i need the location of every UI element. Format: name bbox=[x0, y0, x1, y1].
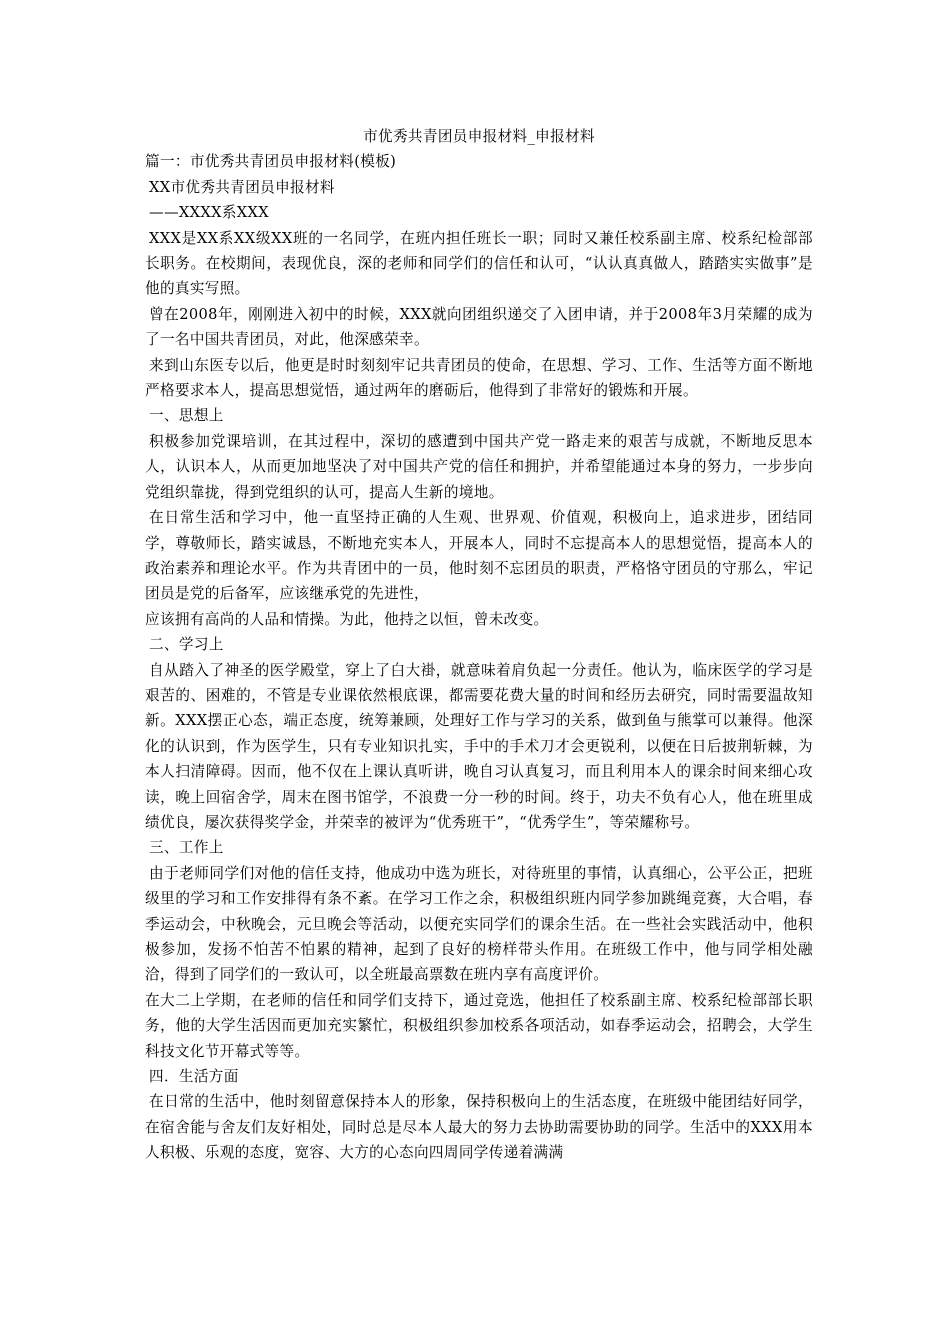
section-study-paragraph-1: 自从踏入了神圣的医学殿堂，穿上了白大褂，就意味着肩负起一分责任。他认为，临床医学的学习是艰苦的、困难的，不管是专业课依然根底课，都需要花费大量的时间和经历去研究，同时需要温故知新。XXX摆正心态，端正态度，统筹兼顾，处理好工作与学习的关系，做到鱼与熊掌可以兼得。他深化的认识到，作为医学生，只有专业知识扎实，手中的手术刀才会更锐利，以便在日后披荆斩棘，为本人扫清障碍。因而，他不仅在上课认真听讲，晚自习认真复习，而且利用本人的课余时间来细心攻读，晚上回宿舍学，周末在图书馆学，不浪费一分一秒的时间。终于，功夫不负有心人，他在班里成绩优良，屡次获得奖学金，并荣幸的被评为“优秀班干”，“优秀学生”，等荣耀称号。 bbox=[145, 661, 813, 831]
section-work-paragraph-2: 在大二上学期，在老师的信任和同学们支持下，通过竞选，他担任了校系副主席、校系纪检部部长职务，他的大学生活因而更加充实繁忙，积极组织参加校系各项活动，如春季运动会，招聘会，大学生科技文化节开幕式等等。 bbox=[145, 991, 813, 1060]
section-heading-thought: 一、思想上 bbox=[149, 407, 224, 425]
section-thought-paragraph-1: 积极参加党课培训，在其过程中，深切的感遭到中国共产党一路走来的艰苦与成就，不断地反思本人，认识本人，从而更加地坚决了对中国共产党的信任和拥护，并希望能通过本身的努力，一步步向党组织靠拢，得到党组织的认可，提高人生新的境地。 bbox=[145, 432, 813, 501]
section-thought-paragraph-2: 在日常生活和学习中，他一直坚持正确的人生观、世界观、价值观，积极向上，追求进步，团结同学，尊敬师长，踏实诚恳，不断地充实本人，开展本人，同时不忘提高本人的思想觉悟，提高本人的政治素养和理论水平。作为共青团中的一员，他时刻不忘团员的职责，严格恪守团员的守那么，牢记团员是党的后备军，应该继承党的先进性， bbox=[145, 509, 813, 603]
section-life-paragraph-1: 在日常的生活中，他时刻留意保持本人的形象，保持积极向上的生活态度，在班级中能团结好同学，在宿舍能与舍友们友好相处，同时总是尽本人最大的努力去协助需要协助的同学。生活中的XXX用本人积极、乐观的态度，宽容、大方的心态向四周同学传递着满满 bbox=[145, 1093, 813, 1162]
document-heading: XX市优秀共青团员申报材料 bbox=[149, 178, 335, 196]
section-heading-work: 三、工作上 bbox=[149, 839, 224, 857]
intro-paragraph-3: 来到山东医专以后，他更是时时刻刻牢记共青团员的使命，在思想、学习、工作、生活等方面不断地严格要求本人，提高思想觉悟，通过两年的磨砺后，他得到了非常好的锻炼和开展。 bbox=[145, 356, 813, 400]
intro-paragraph-2: 曾在2008年，刚刚进入初中的时候，XXX就向团组织递交了入团申请，并于2008年3月荣耀的成为了一名中国共青团员，对此，他深感荣幸。 bbox=[145, 305, 813, 349]
section-thought-paragraph-3: 应该拥有高尚的人品和情操。为此，他持之以恒，曾未改变。 bbox=[145, 610, 549, 628]
document-subtitle: 篇一：市优秀共青团员申报材料(模板) bbox=[145, 153, 397, 171]
document-page bbox=[145, 124, 813, 1166]
section-heading-life: 四．生活方面 bbox=[149, 1068, 239, 1086]
document-title: 市优秀共青团员申报材料_申报材料 bbox=[363, 128, 595, 145]
document-byline: ——XXXX系XXX bbox=[149, 204, 270, 222]
section-work-paragraph-1: 由于老师同学们对他的信任支持，他成功中选为班长，对待班里的事情，认真细心，公平公正，把班级里的学习和工作安排得有条不紊。在学习工作之余，积极组织班内同学参加跳绳竞赛，大合唱，春季运动会，中秋晚会，元旦晚会等活动，以便充实同学们的课余生活。在一些社会实践活动中，他积极参加，发扬不怕苦不怕累的精神，起到了良好的榜样带头作用。在班级工作中，他与同学相处融洽，得到了同学们的一致认可，以全班最高票数在班内享有高度评价。 bbox=[145, 864, 813, 984]
intro-paragraph-1: XXX是XX系XX级XX班的一名同学，在班内担任班长一职；同时又兼任校系副主席、校系纪检部部长职务。在校期间，表现优良，深的老师和同学们的信任和认可，“认认真真做人，踏踏实实做事”是他的真实写照。 bbox=[145, 229, 813, 298]
section-heading-study: 二、学习上 bbox=[149, 636, 224, 654]
